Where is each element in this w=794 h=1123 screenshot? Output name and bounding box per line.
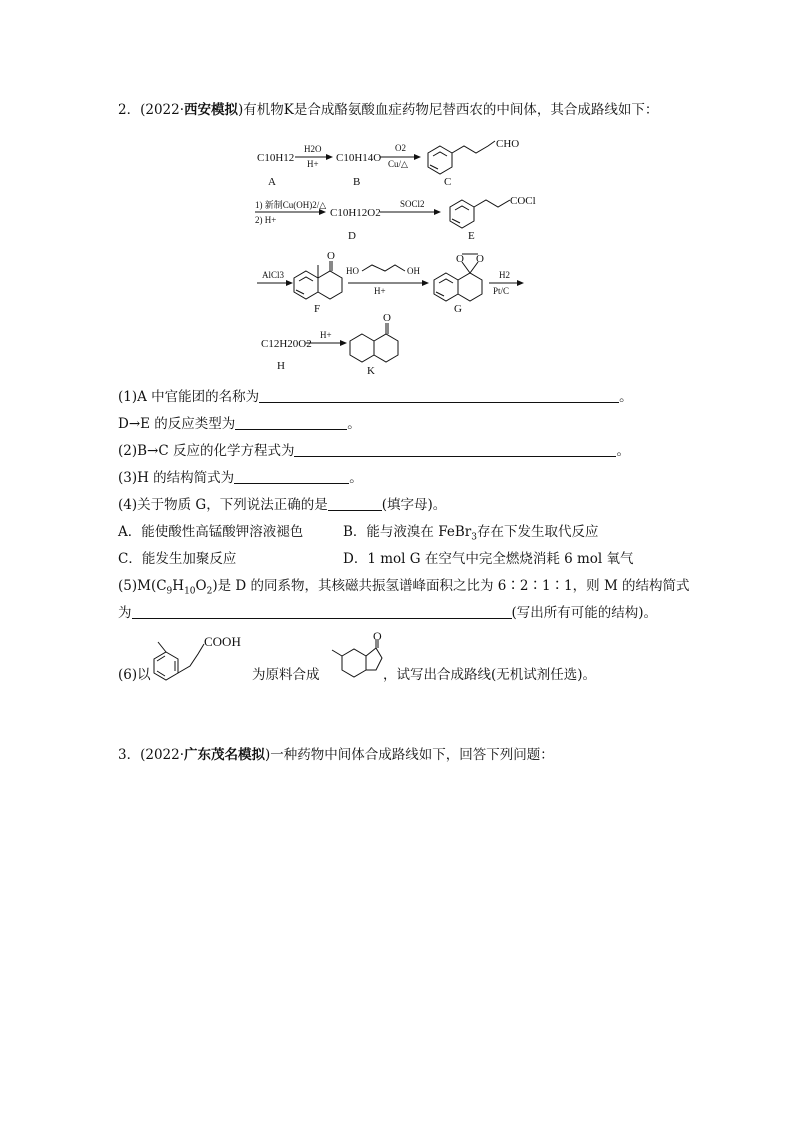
compound-f-structure: [294, 261, 342, 299]
sub5-pre: (5)M(C: [118, 578, 167, 594]
sub5-post: )是 D 的同系物，其核磁共振氢谱峰面积之比为 6∶2∶1∶1，则 M 的结构简式: [212, 578, 690, 594]
period: 。: [619, 389, 633, 405]
option-d: D．1 mol G 在空气中完全燃烧消耗 6 mol 氧气: [343, 551, 634, 567]
q2-option-b: [343, 523, 598, 547]
answer-blank-2[interactable]: [294, 442, 616, 457]
arrow-b-to-c: [380, 143, 420, 169]
option-a: A．能使酸性高锰酸钾溶液褪色: [118, 524, 304, 540]
q2-sub1a-text: (1)A 中官能团的名称为: [118, 389, 260, 405]
sub5-line2b: (写出所有可能的结构)。: [511, 605, 658, 621]
compound-d: [330, 207, 381, 242]
sub6-pre: (6)以: [118, 667, 151, 683]
q2-sub6-mid: [252, 666, 320, 684]
k-carbonyl-o: O: [383, 312, 391, 324]
arrow-g-h-bottom: Pt/C: [493, 286, 510, 296]
q2-sub1b: [118, 415, 361, 433]
sub6-post: ，试写出合成路线(无机试剂任选)。: [383, 667, 597, 683]
compound-e-structure: [450, 200, 510, 228]
q2-sub4: [118, 496, 446, 514]
q2-options-row1: [118, 523, 303, 541]
q2-sub2: [118, 442, 630, 460]
q3-source-name: 广东茂名模拟: [184, 747, 266, 763]
q3-heading: [118, 746, 554, 764]
q2-option-d: [343, 550, 634, 568]
answer-blank-4[interactable]: [328, 496, 382, 511]
glycol-ho: HO: [346, 266, 359, 276]
q2-sub3-text: (3)H 的结构简式为: [118, 470, 235, 486]
arrow-f-to-g: [346, 265, 428, 296]
arrow-h-to-k: [306, 330, 346, 343]
arrow-g-h-top: H2: [499, 270, 510, 280]
label-h: H: [277, 360, 285, 372]
label-b: B: [353, 176, 361, 188]
arrow-c-d-cond2: 2) H+: [255, 215, 277, 225]
group-c: CHO: [496, 138, 520, 150]
q2-sub6-post: [383, 666, 596, 684]
sub6-target-structure: [326, 630, 388, 694]
period: 。: [616, 443, 630, 459]
arrow-b-c-top: O2: [395, 143, 406, 153]
q2-source-open: (2022·: [140, 102, 185, 118]
arrow-b-c-bottom: Cu/△: [388, 159, 408, 169]
q2-sub1b-text: D→E 的反应类型为: [118, 416, 236, 432]
q3-intro: 一种药物中间体合成路线如下，回答下列问题：: [270, 747, 554, 763]
period: 。: [347, 416, 361, 432]
group-e: COCl: [510, 195, 536, 207]
sub6-target-o: O: [373, 630, 382, 643]
sub5-mid1: H: [172, 578, 185, 594]
compound-h: [261, 338, 312, 372]
q2-source-close: ): [238, 102, 244, 118]
q2-sub3: [118, 469, 363, 487]
option-b-sub: 3: [471, 532, 477, 543]
q2-source-name: 西安模拟: [184, 102, 239, 118]
arrow-g-to-h: [489, 270, 523, 296]
answer-blank-1a[interactable]: [259, 388, 619, 403]
label-k: K: [367, 365, 375, 377]
sub5-mid2: O: [195, 578, 207, 594]
synthesis-scheme: [240, 128, 560, 378]
formula-a: C10H12: [257, 152, 295, 164]
arrow-e-f-top: AlCl3: [262, 270, 285, 280]
arrow-a-b-top: H2O: [304, 144, 322, 154]
q2-sub5-line2: [118, 604, 657, 622]
label-e: E: [468, 230, 475, 242]
q2-options-row2: [118, 550, 236, 568]
arrow-h-k-top: H+: [320, 330, 332, 340]
compound-a: [257, 152, 294, 188]
q2-sub4-tail: (填字母)。: [381, 497, 447, 513]
label-g: G: [454, 303, 462, 315]
q2-intro: 有机物K是合成酪氨酸血症药物尼替西农的中间体，其合成路线如下：: [243, 102, 659, 118]
arrow-c-to-d: [255, 199, 326, 225]
arrow-a-to-b: [295, 144, 332, 169]
f-carbonyl-o: O: [327, 250, 335, 262]
g-ketal-o1: O: [456, 253, 464, 265]
formula-h: C12H20O2: [261, 338, 312, 350]
compound-c-structure: [428, 141, 495, 174]
label-c: C: [444, 176, 452, 188]
arrow-a-b-bottom: H+: [307, 159, 319, 169]
answer-blank-3[interactable]: [234, 469, 349, 484]
option-c: C．能发生加聚反应: [118, 551, 237, 567]
sub5-line2a: 为: [118, 605, 132, 621]
sub6-mid: 为原料合成: [252, 667, 320, 683]
arrow-e-to-f: [257, 270, 292, 283]
period: 。: [349, 470, 363, 486]
q3-source-open: (2022·: [140, 747, 185, 763]
sub6-cooh: COOH: [204, 634, 241, 649]
option-b-post: 存在下发生取代反应: [476, 524, 599, 540]
label-f: F: [314, 303, 321, 315]
arrow-d-to-e: [380, 199, 440, 212]
q2-sub4-text: (4)关于物质 G，下列说法正确的是: [118, 497, 328, 513]
q3-source-close: ): [265, 747, 271, 763]
g-ketal-o2: O: [476, 253, 484, 265]
option-b-pre: B．能与液溴在 FeBr: [343, 524, 472, 540]
sub5-s2: 10: [184, 586, 196, 597]
sub5-s1: 9: [166, 586, 173, 597]
sub6-reactant-structure: [146, 630, 254, 690]
q2-heading: [118, 101, 658, 119]
compound-k-structure: [350, 323, 398, 362]
q2-sub1a: [118, 388, 633, 406]
glycol-oh: OH: [407, 266, 420, 276]
q2-sub5: [118, 577, 690, 601]
label-a: A: [268, 176, 276, 188]
arrow-c-d-cond1: 1) 新制Cu(OH)2/△: [255, 200, 327, 210]
q3-number: 3．: [118, 747, 141, 763]
sub5-s3: 2: [206, 586, 213, 597]
q2-number: 2．: [118, 102, 141, 118]
arrow-d-e-top: SOCl2: [400, 199, 425, 209]
compound-b: [336, 152, 381, 188]
answer-blank-5[interactable]: [132, 604, 512, 619]
label-d: D: [348, 230, 356, 242]
formula-b: C10H14O: [336, 152, 382, 164]
arrow-f-g-bottom: H+: [374, 286, 386, 296]
q2-sub2-text: (2)B→C 反应的化学方程式为: [118, 443, 295, 459]
formula-d: C10H12O2: [330, 207, 381, 219]
answer-blank-1b[interactable]: [235, 415, 347, 430]
